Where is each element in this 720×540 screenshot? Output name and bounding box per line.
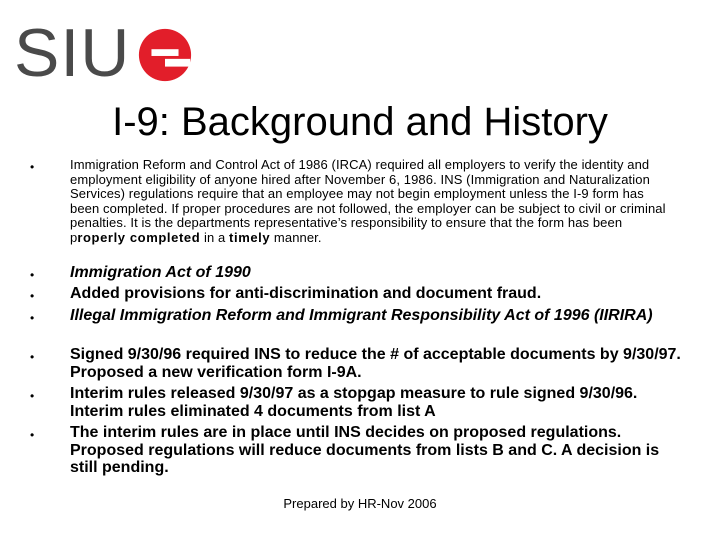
footer-note: Prepared by HR-Nov 2006 [283,496,437,511]
list-item: Signed 9/30/96 required INS to reduce the # of acceptable documents by 9/30/97. Proposed a new verification form I-9A. [70,346,681,381]
irca-mid: in a [200,229,230,245]
list-item: Immigration Act of 1990 [70,264,251,281]
bullet-icon: • [30,350,35,364]
list-item: Added provisions for anti-discrimination and document fraud. [70,285,542,302]
list-item: Illegal Immigration Reform and Immigrant Responsibility Act of 1996 (IIRIRA) [70,307,653,324]
irca-bold2: timely [229,229,271,245]
list-item [70,424,690,477]
list-item-text: The interim rules are in place until INS decides on proposed regulations. Proposed regulations will reduce documents from lists B and C. [70,424,622,459]
irca-text: Immigration Reform and Control Act of 1986 (IRCA) required all employers to verify the identity and employment eligibility of anyone hired after November 6, 1986. INS (Immigration and Naturalization Services) regulations require that an employee may not begin employment unless the I-9 form has been completed. If proper procedures are not followed, the employer can be subject to civil or criminal penalties. It is the departments representative’s responsibility to ensure that the form has been p [70,157,666,245]
bullet-icon: • [30,311,35,325]
list-item-emphasis: A decision is still pending. [70,441,660,476]
irca-bold: roperly completed [77,229,201,245]
slide-title: I-9: Background and History [112,100,608,144]
list-item: Interim rules released 9/30/97 as a stopgap measure to rule signed 9/30/96. Interim rules eliminated 4 documents from list A [70,385,638,420]
bullet-icon: • [30,160,35,174]
irca-end: manner. [270,229,322,245]
bullet-icon: • [30,428,35,442]
bullet-icon: • [30,289,35,303]
bullet-icon: • [30,268,35,282]
logo-text: SIU [14,15,131,91]
bullet-icon: • [30,389,35,403]
paragraph-irca [70,158,670,246]
